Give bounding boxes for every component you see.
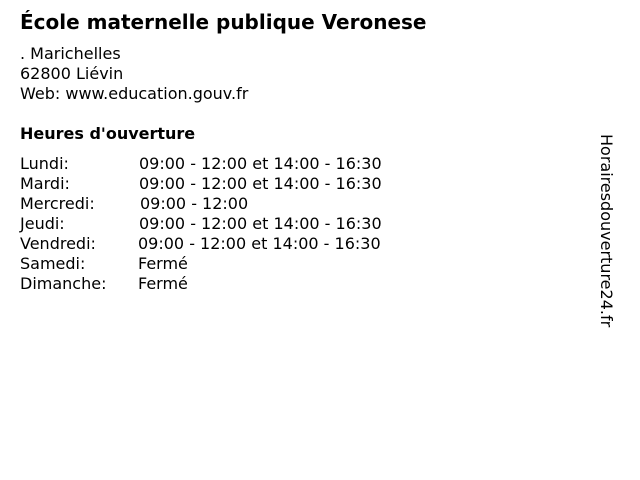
hours-row-samedi <box>20 254 440 274</box>
hours-row-vendredi <box>20 234 440 254</box>
time-value: Fermé <box>138 254 188 273</box>
time-value: 09:00 - 12:00 et 14:00 - 16:30 <box>139 214 382 233</box>
day-label: Dimanche: <box>20 274 107 293</box>
address-city: 62800 Liévin <box>20 64 124 83</box>
time-value: 09:00 - 12:00 <box>140 194 249 213</box>
time-value: 09:00 - 12:00 et 14:00 - 16:30 <box>138 234 381 253</box>
hours-row-mardi <box>20 174 440 194</box>
day-label: Lundi: <box>20 154 69 173</box>
address-block <box>20 44 248 104</box>
hours-row-dimanche <box>20 274 440 294</box>
day-label: Mardi: <box>20 174 70 193</box>
hours-list <box>20 154 440 294</box>
page-title: École maternelle publique Veronese <box>20 10 427 34</box>
day-label: Samedi: <box>20 254 86 273</box>
hours-row-jeudi <box>20 214 440 234</box>
hours-heading: Heures d'ouverture <box>20 124 196 143</box>
address-web[interactable]: Web: www.education.gouv.fr <box>20 84 249 103</box>
hours-row-lundi <box>20 154 440 174</box>
hours-row-mercredi <box>20 194 440 214</box>
address-street: . Marichelles <box>20 44 121 63</box>
day-label: Vendredi: <box>20 234 96 253</box>
site-watermark: Horairesdouverture24.fr <box>597 134 616 328</box>
time-value: Fermé <box>138 274 188 293</box>
day-label: Jeudi: <box>20 214 65 233</box>
time-value: 09:00 - 12:00 et 14:00 - 16:30 <box>139 174 382 193</box>
day-label: Mercredi: <box>20 194 95 213</box>
time-value: 09:00 - 12:00 et 14:00 - 16:30 <box>139 154 382 173</box>
